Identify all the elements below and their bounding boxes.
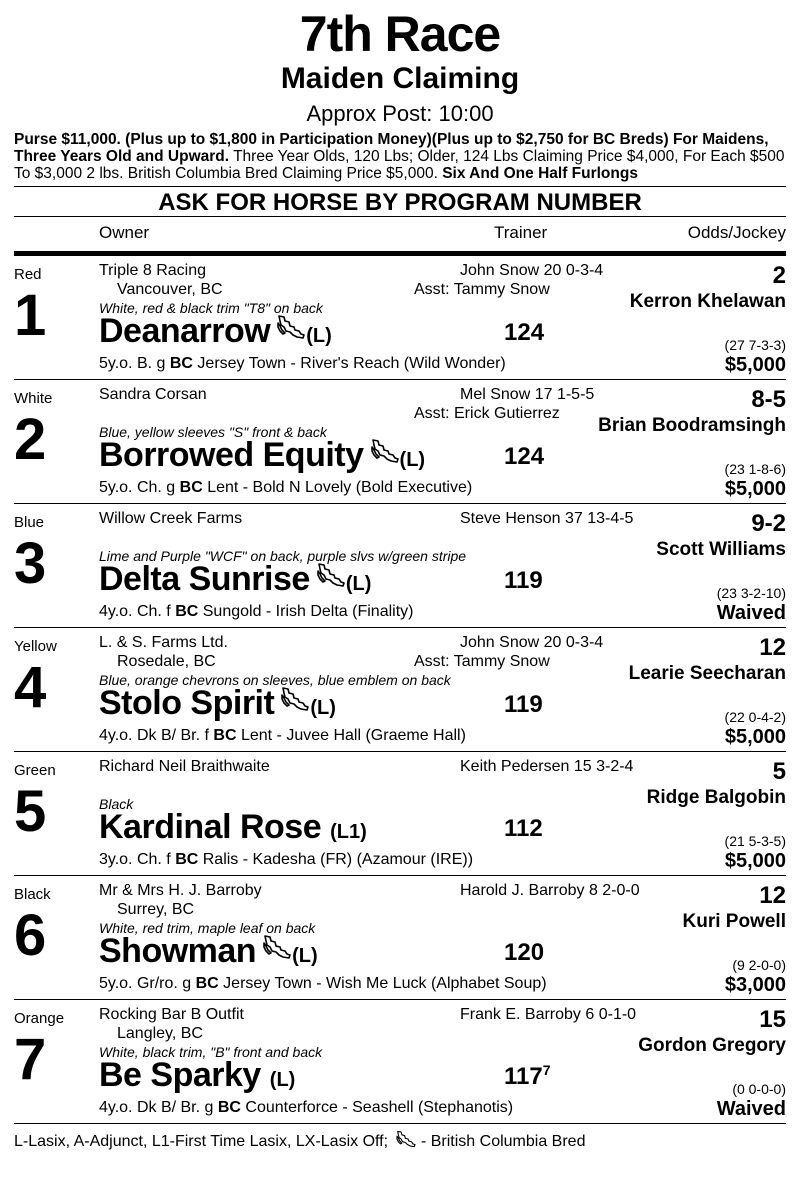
horse-name-line	[99, 435, 425, 480]
program-number: 7	[14, 1027, 47, 1092]
jockey-record: (23 1-8-6)	[724, 461, 786, 477]
breeding-bc: BC	[195, 975, 219, 992]
bc-bred-icon	[316, 562, 346, 588]
owner-name: Richard Neil Braithwaite	[99, 758, 270, 775]
breeding	[99, 975, 547, 993]
entry-row	[14, 1000, 786, 1123]
horse-name: Delta Sunrise	[99, 560, 310, 598]
breeding-bc: BC	[217, 1099, 241, 1116]
silks-description: Lime and Purple "WCF" on back, purple slvs w/green stripe	[99, 548, 467, 564]
owner-location: Surrey, BC	[117, 901, 195, 918]
jockey-record: (9 2-0-0)	[732, 957, 786, 973]
silks-description: White, black trim, "B" front and back	[99, 1044, 323, 1060]
entry-row	[14, 876, 786, 1000]
medication-tag: (L)	[345, 573, 372, 595]
saddle-color: Red	[14, 266, 42, 283]
breeding-pedigree: Lent - Bold N Lovely (Bold Executive)	[202, 479, 473, 496]
morning-line-odds: 12	[759, 882, 786, 909]
entry-row	[14, 256, 786, 380]
morning-line-odds: 8-5	[751, 386, 786, 413]
claiming-price: Waived	[716, 602, 786, 624]
program-number: 2	[14, 407, 47, 472]
jockey-name: Kuri Powell	[682, 911, 786, 932]
breeding-pedigree: Ralis - Kadesha (FR) (Azamour (IRE))	[198, 851, 474, 868]
owner-location: Rosedale, BC	[117, 653, 216, 670]
breeding-bc: BC	[179, 479, 203, 496]
horse-name-line	[99, 807, 367, 852]
owner-name: Triple 8 Racing	[99, 262, 207, 279]
morning-line-odds: 2	[772, 262, 786, 289]
jockey-record: (0 0-0-0)	[732, 1081, 786, 1097]
saddle-color: Orange	[14, 1010, 65, 1027]
weight-value: 112	[504, 815, 543, 842]
weight	[504, 442, 544, 471]
race-title: 7th Race	[299, 6, 501, 62]
jockey-record: (22 0-4-2)	[724, 709, 786, 725]
breeding	[99, 851, 473, 869]
breeding	[99, 479, 472, 497]
trainer: John Snow 20 0-3-4	[460, 634, 604, 651]
saddle-color: Black	[14, 886, 51, 903]
jockey-name: Learie Seecharan	[628, 663, 786, 684]
bc-bred-icon	[395, 1130, 417, 1148]
saddle-color: Green	[14, 762, 56, 779]
silks-description: White, red & black trim "T8" on back	[99, 300, 323, 316]
weight-value: 120	[504, 939, 545, 966]
breeding-age-sex: 4y.o. Dk B/ Br. g	[99, 1099, 218, 1116]
horse-name: Kardinal Rose	[99, 808, 322, 846]
bc-bred-icon	[262, 934, 292, 960]
race-conditions	[14, 131, 786, 182]
weight	[504, 814, 543, 843]
horse-name-line	[99, 311, 332, 356]
morning-line-odds: 12	[759, 634, 786, 661]
medication-tag: (L)	[269, 1069, 296, 1091]
claiming-price: $5,000	[724, 478, 786, 500]
claiming-price: Waived	[716, 1098, 786, 1120]
breeding-pedigree: Jersey Town - River's Reach (Wild Wonder)	[192, 355, 506, 372]
weight-allowance: 7	[542, 1062, 551, 1078]
silks-description: Blue, orange chevrons on sleeves, blue emblem on back	[99, 672, 451, 688]
breeding-age-sex: 5y.o. Gr/ro. g	[99, 975, 196, 992]
breeding-pedigree: Counterforce - Seashell (Stephanotis)	[240, 1099, 514, 1116]
owner-name: Willow Creek Farms	[99, 510, 243, 527]
entry-row	[14, 752, 786, 876]
bc-bred-icon	[280, 686, 310, 712]
horse-name: Borrowed Equity	[99, 436, 364, 474]
medication-tag: (L1)	[330, 821, 367, 843]
jockey-name: Scott Williams	[656, 539, 786, 560]
breeding	[99, 603, 413, 621]
jockey-name: Brian Boodramsingh	[598, 415, 786, 436]
horse-name-line	[99, 931, 318, 976]
horse-name-line	[99, 1055, 295, 1100]
owner-name: Rocking Bar B Outfit	[99, 1006, 244, 1023]
legend	[14, 1123, 786, 1151]
owner-name: Mr & Mrs H. J. Barroby	[99, 882, 262, 899]
claiming-price: $5,000	[724, 850, 786, 872]
medication-tag: (L)	[306, 325, 332, 347]
legend-text: L-Lasix, A-Adjunct, L1-First Time Lasix, LX-Lasix Off;	[14, 1133, 389, 1150]
silks-description: Blue, yellow sleeves "S" front & back	[99, 424, 327, 440]
horse-name-line	[99, 559, 371, 604]
claiming-price: $5,000	[724, 726, 786, 748]
entry-list	[14, 256, 786, 1123]
owner-location: Langley, BC	[117, 1025, 203, 1042]
breeding	[99, 727, 466, 745]
program-number: 4	[14, 655, 47, 720]
weight	[504, 1062, 551, 1091]
breeding-bc: BC	[175, 603, 199, 620]
morning-line-odds: 15	[759, 1006, 786, 1033]
morning-line-odds: 5	[772, 758, 786, 785]
program-number: 6	[14, 903, 47, 968]
program-number: 1	[14, 283, 47, 348]
owner-name: Sandra Corsan	[99, 386, 207, 403]
saddle-color: White	[14, 390, 53, 407]
trainer: Frank E. Barroby 6 0-1-0	[460, 1006, 637, 1023]
silks-description: Black	[99, 796, 134, 812]
ask-banner: ASK FOR HORSE BY PROGRAM NUMBER	[14, 186, 786, 216]
weight	[504, 938, 544, 967]
header-owner: Owner	[99, 223, 150, 242]
silks-description: White, red trim, maple leaf on back	[99, 920, 316, 936]
assistant-trainer: Asst: Tammy Snow	[414, 653, 550, 670]
bc-bred-icon	[370, 438, 400, 464]
horse-name: Be Sparky	[99, 1056, 261, 1094]
breeding-pedigree: Sungold - Irish Delta (Finality)	[198, 603, 414, 620]
legend-bc-text: - British Columbia Bred	[416, 1133, 586, 1150]
jockey-record: (21 5-3-5)	[724, 833, 786, 849]
breeding-pedigree: Jersey Town - Wish Me Luck (Alphabet Soup)	[218, 975, 547, 992]
jockey-record: (27 7-3-3)	[724, 337, 786, 353]
post-time: Approx Post: 10:00	[306, 101, 494, 126]
horse-name: Stolo Spirit	[99, 684, 275, 722]
jockey-name: Ridge Balgobin	[646, 787, 786, 808]
owner-name: L. & S. Farms Ltd.	[99, 634, 228, 651]
jockey-name: Kerron Khelawan	[629, 291, 786, 312]
horse-name: Deanarrow	[99, 312, 271, 350]
owner-location: Vancouver, BC	[117, 281, 223, 298]
entry-row	[14, 380, 786, 504]
header-trainer: Trainer	[494, 223, 548, 242]
column-header	[14, 216, 786, 251]
race-program-page	[14, 0, 786, 1187]
weight-value: 117	[504, 1063, 543, 1090]
saddle-color: Yellow	[14, 638, 57, 655]
trainer: Mel Snow 17 1-5-5	[460, 386, 595, 403]
breeding-age-sex: 5y.o. B. g	[99, 355, 170, 372]
breeding-age-sex: 3y.o. Ch. f	[99, 851, 176, 868]
weight-value: 119	[504, 567, 543, 594]
entry-row	[14, 504, 786, 628]
conditions-bold-purse: Purse $11,000. (Plus up to $1,800 in Participation Money)(Plus up to $2,750 for BC Breds) For Maidens, Three Years Old and Upward.	[14, 131, 769, 165]
race-subtitle: Maiden Claiming	[280, 62, 520, 95]
medication-tag: (L)	[292, 945, 318, 967]
breeding-age-sex: 5y.o. Ch. g	[99, 479, 180, 496]
assistant-trainer: Asst: Erick Gutierrez	[414, 405, 560, 422]
jockey-record: (23 3-2-10)	[716, 585, 786, 601]
trainer: Keith Pedersen 15 3-2-4	[460, 758, 634, 775]
medication-tag: (L)	[399, 449, 426, 471]
breeding	[99, 1099, 513, 1117]
weight-value: 119	[504, 691, 543, 718]
assistant-trainer: Asst: Tammy Snow	[414, 281, 550, 298]
breeding-age-sex: 4y.o. Ch. f	[99, 603, 176, 620]
medication-tag: (L)	[310, 697, 336, 719]
conditions-bold-distance: Six And One Half Furlongs	[442, 165, 638, 182]
horse-name-line	[99, 683, 336, 728]
breeding-pedigree: Lent - Juvee Hall (Graeme Hall)	[236, 727, 466, 744]
breeding-bc: BC	[169, 355, 193, 372]
weight	[504, 566, 543, 595]
conditions-text: Three Year Olds, 120 Lbs; Older, 124 Lbs Claiming Price $4,000, For Each $500 To $3,000 2 lbs. British Columbia Bred Claiming Price $5,000.	[14, 148, 785, 182]
horse-name: Showman	[99, 932, 257, 970]
morning-line-odds: 9-2	[751, 510, 786, 537]
breeding	[99, 355, 506, 373]
breeding-age-sex: 4y.o. Dk B/ Br. f	[99, 727, 214, 744]
trainer: Steve Henson 37 13-4-5	[460, 510, 634, 527]
saddle-color: Blue	[14, 514, 45, 531]
entry-row	[14, 628, 786, 752]
bc-bred-icon	[276, 314, 306, 340]
program-number: 3	[14, 531, 47, 596]
header-odds-jockey: Odds/Jockey	[687, 223, 786, 242]
jockey-name: Gordon Gregory	[638, 1035, 786, 1056]
weight	[504, 318, 544, 347]
weight	[504, 690, 543, 719]
claiming-price: $5,000	[724, 354, 786, 376]
breeding-bc: BC	[175, 851, 199, 868]
trainer: Harold J. Barroby 8 2-0-0	[460, 882, 640, 899]
program-number: 5	[14, 779, 47, 844]
breeding-bc: BC	[213, 727, 237, 744]
trainer: John Snow 20 0-3-4	[460, 262, 604, 279]
claiming-price: $3,000	[724, 974, 786, 996]
weight-value: 124	[504, 319, 545, 346]
weight-value: 124	[504, 443, 545, 470]
